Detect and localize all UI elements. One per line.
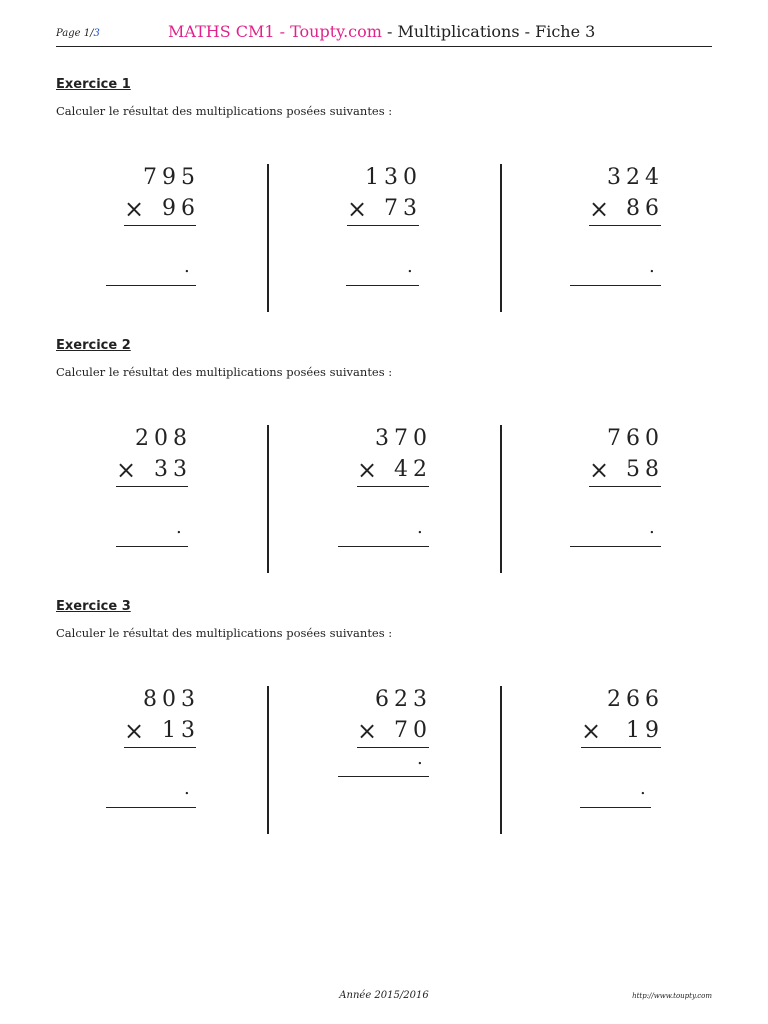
- column-divider: [267, 164, 269, 312]
- operation-line: [589, 225, 661, 226]
- multiplicand: 266: [607, 687, 664, 712]
- times-sign: ×: [124, 195, 145, 223]
- title-topic: - Multiplications - Fiche 3: [381, 22, 596, 41]
- exercise-2-instruction: Calculer le résultat des multiplications posées suivantes :: [56, 365, 393, 379]
- column-divider: [267, 425, 269, 573]
- operation-line: [357, 486, 429, 487]
- answer-dot: .: [417, 517, 423, 538]
- multiplier: 73: [384, 196, 422, 221]
- column-divider: [500, 164, 502, 312]
- column-divider: [500, 686, 502, 834]
- page-number: Page 1/3: [56, 28, 100, 39]
- multiplier: 42: [394, 457, 432, 482]
- multiplicand: 803: [143, 687, 200, 712]
- multiplicand: 760: [607, 426, 664, 451]
- operation-line: [124, 225, 196, 226]
- page-header: [56, 22, 712, 47]
- answer-line: [580, 807, 651, 808]
- answer-dot: .: [649, 517, 655, 538]
- footer-year: Année 2015/2016: [339, 990, 429, 1001]
- answer-dot: .: [640, 778, 646, 799]
- answer-line: [346, 285, 419, 286]
- multiplicand: 623: [375, 687, 432, 712]
- multiplicand: 130: [365, 165, 422, 190]
- page-total: 3: [93, 28, 100, 39]
- multiplier: 70: [394, 718, 432, 743]
- multiplier: 33: [154, 457, 192, 482]
- answer-line: [106, 285, 196, 286]
- multiplicand: 370: [375, 426, 432, 451]
- multiplier: 13: [162, 718, 200, 743]
- operation-line: [589, 486, 661, 487]
- answer-line: [106, 807, 196, 808]
- answer-dot: .: [176, 517, 182, 538]
- multiplicand: 324: [607, 165, 664, 190]
- times-sign: ×: [116, 456, 137, 484]
- footer-url: http://www.toupty.com: [632, 992, 712, 1000]
- answer-line: [116, 546, 188, 547]
- multiplier: 19: [626, 718, 664, 743]
- multiplier: 86: [626, 196, 664, 221]
- answer-dot: .: [417, 748, 423, 769]
- operation-line: [116, 486, 188, 487]
- operation-line: [124, 747, 196, 748]
- exercise-1-instruction: Calculer le résultat des multiplications posées suivantes :: [56, 104, 393, 118]
- title-site: MATHS CM1 - Toupty.com: [168, 22, 382, 41]
- exercise-3-title: Exercice 3: [56, 599, 131, 614]
- exercise-1-title: Exercice 1: [56, 77, 131, 92]
- column-divider: [500, 425, 502, 573]
- times-sign: ×: [581, 717, 602, 745]
- exercise-2-title: Exercice 2: [56, 338, 131, 353]
- multiplicand: 208: [135, 426, 192, 451]
- exercise-3-instruction: Calculer le résultat des multiplications posées suivantes :: [56, 626, 393, 640]
- times-sign: ×: [347, 195, 368, 223]
- answer-dot: .: [184, 778, 190, 799]
- answer-dot: .: [184, 256, 190, 277]
- multiplier: 96: [162, 196, 200, 221]
- operation-line: [347, 225, 419, 226]
- answer-line: [338, 546, 429, 547]
- page-title: [168, 22, 595, 41]
- answer-line: [570, 546, 661, 547]
- answer-dot: .: [407, 256, 413, 277]
- times-sign: ×: [589, 456, 610, 484]
- answer-dot: .: [649, 256, 655, 277]
- answer-line: [338, 776, 429, 777]
- multiplier: 58: [626, 457, 664, 482]
- column-divider: [267, 686, 269, 834]
- answer-line: [570, 285, 661, 286]
- times-sign: ×: [357, 456, 378, 484]
- times-sign: ×: [589, 195, 610, 223]
- times-sign: ×: [357, 717, 378, 745]
- operation-line: [581, 747, 661, 748]
- multiplicand: 795: [143, 165, 200, 190]
- times-sign: ×: [124, 717, 145, 745]
